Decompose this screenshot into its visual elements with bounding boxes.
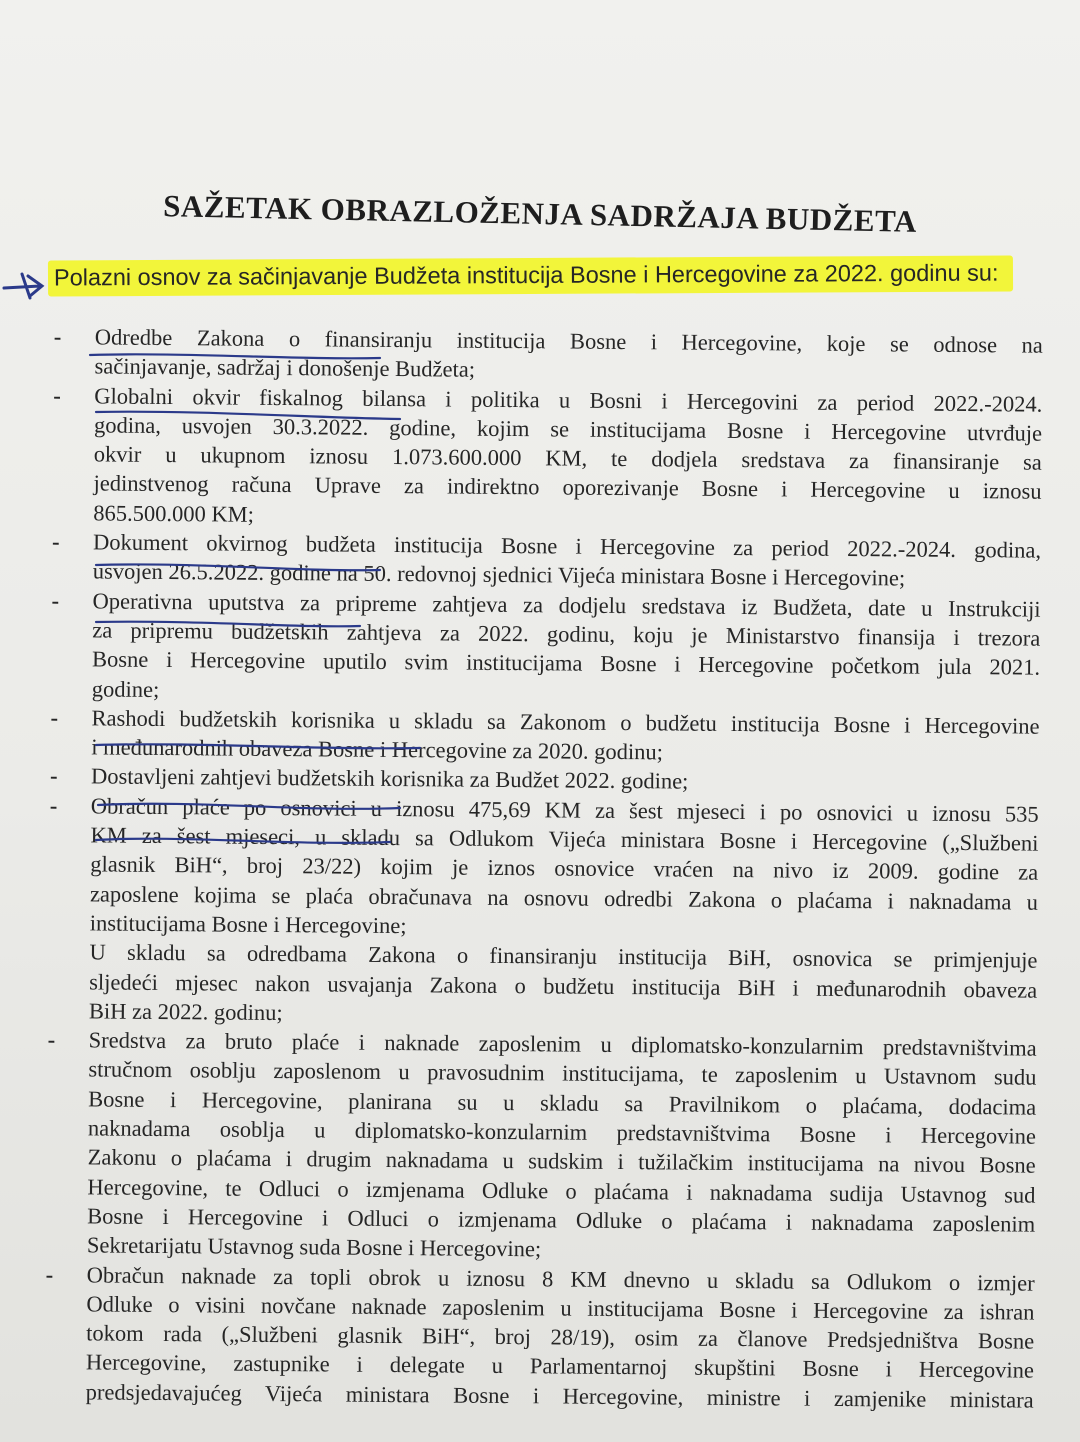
line-text: predsjedavajućeg Vijeća ministara Bosne i Hercegovine, ministre i zamjenike ministara	[85, 1379, 1034, 1413]
line-text: jedinstvenog računa Uprave za indirektno oporezivanje Bosne i Hercegovine u iznosu	[93, 470, 1042, 505]
line-text: Globalni okvir fiskalnog bilansa i politika u Bosni i Hercegovini za period 2022.-2024.	[94, 383, 1043, 417]
line-text: institucijama Bosne i Hercegovine;	[89, 910, 407, 939]
line-text: glasnik BiH“, broj 23/22) kojim je iznos osnovice vraćen na nivo iz 2009. godine za	[90, 851, 1039, 886]
bullet-dash-icon: -	[45, 1261, 54, 1287]
line-text: za pripremu budžetskih zahtjeva za 2022. godinu, koju je Ministarstvo finansija i trezora	[92, 617, 1041, 651]
line-text: Obračun naknade za topli obrok u iznosu 8 KM dnevno u skladu sa Odlukom o izmjer	[86, 1261, 1035, 1296]
line-text: Dokument okvirnog budžeta institucija Bosne i Hercegovine za period 2022.-2024. godina,	[92, 529, 1042, 563]
intro-highlight: Polazni osnov za sačinjavanje Budžeta institucija Bosne i Hercegovine za 2022. godinu su:	[48, 255, 1013, 296]
bullet-dash-icon: -	[49, 792, 58, 818]
line-text: 865.500.000 KM;	[93, 500, 255, 527]
bullet-dash-icon: -	[47, 1027, 56, 1053]
line-text: Odluke o visini novčane naknade zaposlenim u institucijama Bosne i Hercegovine za ishran	[86, 1291, 1035, 1325]
page-title: SAŽETAK OBRAZLOŽENJA SADRŽAJA BUDŽETA	[162, 188, 918, 239]
line-text: Operativna uputstva za pripreme zahtjeva za dodjelu sredstava iz Budžeta, date u Instrukciji	[92, 588, 1041, 622]
bullet-dash-icon: -	[53, 324, 62, 350]
line-text: KM za šest mjeseci, u skladu sa Odlukom Vijeća ministara Bosne i Hercegovine („Službeni	[90, 822, 1039, 856]
line-text: sljedeći mjesec nakon usvajanja Zakona o budžetu institucija BiH i međunarodnih obaveza	[89, 968, 1038, 1003]
line-text: stručnom osoblju zaposlenom u pravosudnim institucijama, te zaposlenim u Ustavnom sudu	[88, 1056, 1037, 1091]
document-body	[39, 322, 1080, 1415]
line-text: Odredbe Zakona o finansiranju institucija Bosne i Hercegovine, koje se odnose na	[94, 324, 1043, 358]
line-text: Rashodi budžetskih korisnika u skladu sa Zakonom o budžetu institucija Bosne i Hercegovine	[91, 705, 1040, 739]
line-text: godine;	[91, 675, 160, 702]
line-text: BiH za 2022. godinu;	[88, 998, 283, 1025]
line-text: Dostavljeni zahtjevi budžetskih korisnika za Budžet 2022. godine;	[90, 763, 689, 795]
line-text: godina, usvojen 30.3.2022. godine, kojim se institucijama Bosne i Hercegovine utvrđuje	[93, 412, 1043, 446]
line-text: usvojen 26.5.2022. godine na 50. redovnoj sjednici Vijeća ministara Bosne i Hercegovine;	[92, 558, 906, 591]
line-text: okvir u ukupnom iznosu 1.073.600.000 KM, te dodjela sredstava za finansiranje sa	[93, 441, 1042, 475]
line-text: Sekretarijatu Ustavnog suda Bosne i Hercegovine;	[86, 1232, 542, 1262]
line-text: Bosne i Hercegovine, planirana su u skladu sa Pravilnikom o plaćama, dodacima	[88, 1086, 1037, 1120]
line-text: Obračun plaće po osnovici u iznosu 475,69 KM za šest mjeseci i po osnovici u iznosu 535	[90, 793, 1039, 827]
line-text: zaposlene kojima se plaća obračunava na osnovu odredbi Zakona o plaćama i naknadama u	[89, 881, 1039, 915]
line-text: sačinjavanje, sadržaj i donošenje Budžeta;	[94, 353, 476, 383]
line-text: Zakonu o plaćama i drugim naknadama u sudskim i tužilačkim institucijama na nivou Bosne	[87, 1144, 1036, 1178]
line-text: Hercegovine, te Odluci o izmjenama Odluke o plaćama i naknadama sudija Ustavnog sud	[87, 1173, 1036, 1208]
line-text: U skladu sa odredbama Zakona o finansiranju institucija BiH, osnovica se primjenjuje	[89, 939, 1038, 973]
bullet-dash-icon: -	[51, 529, 60, 555]
bullet-dash-icon: -	[51, 587, 60, 613]
line-text: Bosne i Hercegovine uputilo svim institucijama Bosne i Hercegovine početkom jula 2021.	[91, 646, 1041, 680]
line-text: i međunarodnih obaveza Bosne i Hercegovine za 2020. godinu;	[91, 734, 664, 765]
line-text: naknadama osoblja u diplomatsko-konzularnim predstavništvima Bosne i Hercegovine	[87, 1115, 1037, 1149]
line-text: Sredstva za bruto plaće i naknade zaposlenim u diplomatsko-konzularnim predstavništvima	[88, 1027, 1037, 1061]
bullet-dash-icon: -	[50, 704, 59, 730]
line-text: Hercegovine, zastupnike i delegate u Parlamentarnoj skupštini Bosne i Hercegovine	[85, 1349, 1034, 1384]
line-text: tokom rada („Službeni glasnik BiH“, broj 28/19), osim za članove Predsjedništva Bosne	[86, 1320, 1035, 1354]
line-text: Bosne i Hercegovine i Odluci o izmjenama Odluke o plaćama i naknadama zaposlenim	[87, 1203, 1036, 1237]
intro-sentence	[48, 259, 1008, 291]
bullet-dash-icon: -	[49, 763, 58, 789]
text-lines	[39, 322, 1080, 1415]
bullet-dash-icon: -	[53, 382, 61, 408]
